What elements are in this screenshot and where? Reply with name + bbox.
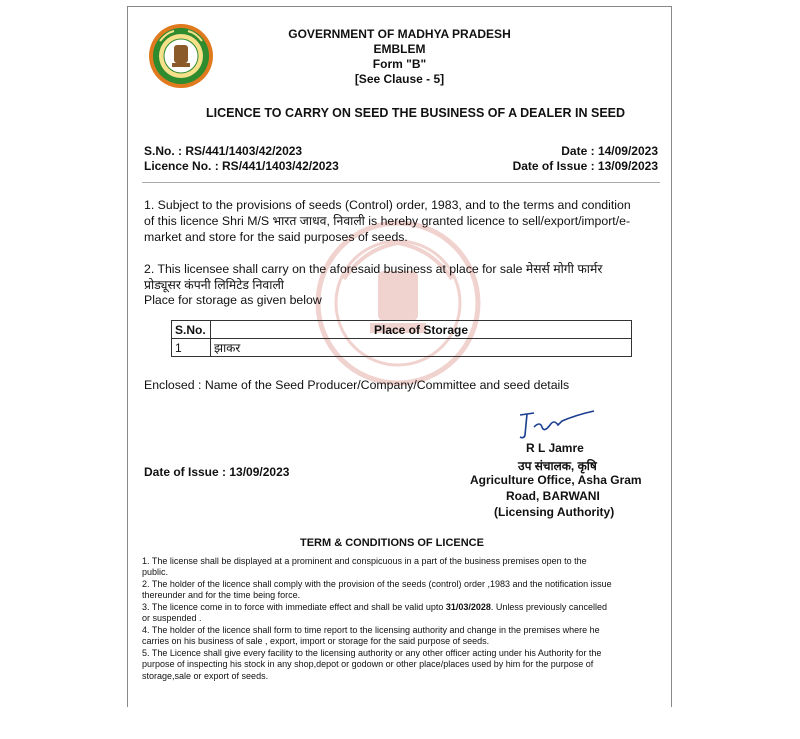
licensing-authority: (Licensing Authority) xyxy=(494,505,615,519)
valid-upto-date: 31/03/2028 xyxy=(445,602,491,612)
date-of-issue-bottom: Date of Issue : 13/09/2023 xyxy=(144,465,290,479)
serial-number: S.No. : RS/441/1403/42/2023 xyxy=(144,144,303,158)
cell-place: झाकर xyxy=(211,339,632,357)
office-line2: Road, BARWANI xyxy=(506,489,600,503)
para1-line2: of this licence Shri M/S भारत जाधव, निवाली is hereby granted licence to sell/export/import/e- xyxy=(144,214,631,228)
enclosed-note: Enclosed : Name of the Seed Producer/Company/Committee and seed details xyxy=(144,378,570,392)
term-line: 5. The Licence shall give every facility to the licensing authority or any other officer acting under his Authority for the xyxy=(142,648,602,658)
header-form: Form "B" xyxy=(372,57,427,71)
term-line-tail: . Unless previously cancelled xyxy=(490,602,607,612)
term-line: public. xyxy=(142,567,169,577)
para2-line3: Place for storage as given below xyxy=(144,293,322,307)
cell-sno: 1 xyxy=(172,339,211,357)
date-of-issue: Date of Issue : 13/09/2023 xyxy=(512,159,658,173)
term-line: purpose of inspecting his stock in any shop,depot or godown or other place/places used by him for the purpose of xyxy=(142,659,594,669)
term-line: 2. The holder of the licence shall comply with the provision of the seeds (control) order ,1983 and the notification issue xyxy=(142,579,612,589)
term-line: storage,sale or export of seeds. xyxy=(142,671,269,681)
signature-image xyxy=(516,407,598,441)
para1-line1: 1. Subject to the provisions of seeds (Control) order, 1983, and to the terms and condition xyxy=(144,198,631,212)
signatory-name: R L Jamre xyxy=(526,441,584,455)
storage-table xyxy=(171,320,632,357)
terms-title: TERM & CONDITIONS OF LICENCE xyxy=(300,537,484,549)
para1-line3: market and store for the said purposes of seeds. xyxy=(144,230,408,244)
header-emblem: EMBLEM xyxy=(373,42,426,56)
term-line: thereunder and for the time being force. xyxy=(142,590,301,600)
term-line-text: 3. The licence come in to force with immediate effect and shall be valid upto xyxy=(142,602,444,612)
table-row xyxy=(172,339,632,357)
para2-line2: प्रोड्यूसर कंपनी लिमिटेड निवाली xyxy=(144,278,284,292)
term-line: or suspended . xyxy=(142,613,202,623)
office-line1: Agriculture Office, Asha Gram xyxy=(470,473,642,487)
header-government: GOVERNMENT OF MADHYA PRADESH xyxy=(288,27,511,41)
header-clause: [See Clause - 5] xyxy=(354,72,445,86)
para2-line1: 2. This licensee shall carry on the aforesaid business at place for sale मेसर्स मोगी फार्मर xyxy=(144,262,603,276)
licence-document xyxy=(127,6,672,707)
term-line: 1. The license shall be displayed at a prominent and conspicuous in a part of the business premises open to the xyxy=(142,556,587,566)
licence-date: Date : 14/09/2023 xyxy=(561,144,658,158)
term-line: carries on his business of sale , export, import or storage for the said purpose of seeds. xyxy=(142,636,490,646)
column-header-sno: S.No. xyxy=(172,321,211,339)
licence-number: Licence No. : RS/441/1403/42/2023 xyxy=(144,159,339,173)
column-header-place: Place of Storage xyxy=(211,321,632,339)
term-line: 4. The holder of the licence shall form to time report to the licensing authority and change in the premises where he xyxy=(142,625,600,635)
signatory-designation: उप संचालक, कृषि xyxy=(518,459,597,473)
divider xyxy=(142,182,660,183)
table-header-row xyxy=(172,321,632,339)
term-line-validity xyxy=(142,602,607,613)
licence-title: LICENCE TO CARRY ON SEED THE BUSINESS OF A DEALER IN SEED xyxy=(206,106,626,120)
